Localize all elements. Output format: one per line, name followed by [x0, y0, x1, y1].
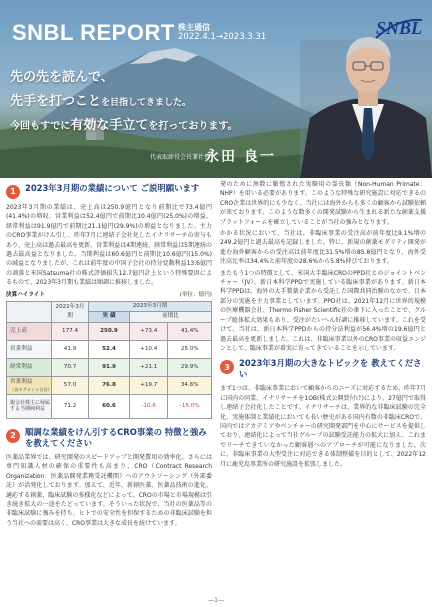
row-pct: 34.6% [168, 376, 212, 394]
table-title: 決算ハイライト [6, 291, 45, 298]
hero-headline-2 [10, 90, 191, 109]
row-label: 経常利益 [7, 358, 52, 376]
row-label-sub: （各セグメント合計） [10, 386, 52, 392]
financial-highlights-table [6, 301, 212, 419]
row-prev: 177.4 [52, 322, 89, 340]
question-number-icon: 3 [220, 360, 234, 374]
logo-text: SNBL [376, 18, 423, 38]
row-diff: +21.1 [129, 358, 167, 376]
ceo-role: 代表取締役会長兼社長 [150, 154, 211, 161]
row-pct: 25.0% [168, 340, 212, 358]
table-row [7, 322, 212, 340]
row-prev: 70.7 [52, 358, 89, 376]
hero-headline-3 [10, 114, 238, 133]
hero-headline-3-a: 今回もすでに [10, 121, 71, 132]
table-row [7, 394, 212, 418]
table-header-prev: 2022年3月期 [52, 302, 89, 323]
report-title: SNBL REPORT [12, 20, 175, 45]
row-prev: 57.0 [52, 376, 89, 394]
section-title-2: 順調な業績をけん引するCRO事業の 特徴と強みを教えてください [25, 426, 207, 448]
table-row [7, 358, 212, 376]
row-diff: +73.4 [129, 322, 167, 340]
hero-headline-3-c: を打っております。 [148, 121, 238, 132]
table-header-yoy: 前期比 [129, 312, 211, 322]
row-label-main: 営業利益 [10, 379, 33, 386]
body-paragraph: 2023年3月期の業績は、売上高は250.9億円となり前期比で73.4億円(41.4%)の増収、営業利益は52.4億円で前期比10.4億円(25.0%)の増益、経常利益は91.9億円で前期比21.1億円(29.9%)の増益となりました。主力のCRO事業がけん引し、昨年7月に連結子会社化したイナリサーチの寄与もあり、売上高は過去最高を更新、営業利益は4期連続、経常利益は5期連続の過去最高益となりました。当期利益は60.6億円と前期比10.6億円(15.0%)の減益となりましたが、これは前年度の中国子会社の持分変動利益13.6億円の剥落と米国Satsuma社の株式評価損失12.7億円計上という特殊要因によるもので、2023年3月期も業績は順調に推移しました。 [6, 204, 212, 287]
row-label: 親会社株主に帰属する当期純利益 [7, 394, 52, 418]
report-subtitle: 株主通信 [178, 23, 210, 32]
question-number-icon: 1 [6, 185, 20, 199]
hero-headline-1: 先の先を読んで、 [10, 70, 114, 85]
row-pct: -15.0% [168, 394, 212, 418]
hero-headline-2-rest: を目指してきました。 [101, 98, 192, 108]
row-current: 91.9 [88, 358, 129, 376]
row-current: 250.9 [88, 322, 129, 340]
row-current: 60.6 [88, 394, 129, 418]
body-paragraph: かかる状況において、当社は、非臨床事業の受注高が前年度比9.1%増の249.2億円と過去最高を記録しました。特に、新規の創薬モダリティ開発が進む海外顧客からの受注高は前年度比31.5%増の85.8億円となり、海外受注高比率は34.4%と前年度の28.6%から5.8%伸びております。 [220, 230, 426, 266]
row-current: 52.4 [88, 340, 129, 358]
body-paragraph: 発のために無数に繁殖された実験用の霊長類（Non-Human Primate：NHP）を用いる必要があります。このような特殊な研究施設に対応できるのCRO企業は世界的にも少なく、当社には海外からも多くの顧客から試験依頼が来ております。このような数多くの開発試験から生まれる新たな創薬支援プラットフォームを確立していることが当社の強みとなります。 [220, 181, 426, 226]
row-label: 営業利益 [7, 340, 52, 358]
row-prev: 41.9 [52, 340, 89, 358]
row-current: 76.8 [88, 376, 129, 394]
table-header-actual: 実 績 [88, 312, 129, 322]
row-pct: 29.9% [168, 358, 212, 376]
row-label: 売上高 [7, 322, 52, 340]
hero-headline-3-b: 有効な手立て [70, 118, 149, 133]
row-pct: 41.4% [168, 322, 212, 340]
section-heading-2 [6, 427, 212, 449]
section-title-3: 2023年3月期の大きなトピックを 教えてください [239, 358, 422, 380]
section-heading-3 [220, 358, 426, 380]
hero-banner [0, 0, 432, 178]
table-header-group: 2023年3月期 [88, 302, 211, 312]
right-column [220, 180, 426, 471]
row-diff: +19.7 [129, 376, 167, 394]
body-paragraph: またもう1つの特徴として、米国大手臨床CROのPPD社とのジョイントベンチャー（JV）、新日本科学PPDで実施している臨床事業があります。新日本科学PPDは、海外の大手製薬企業から受託した国際共同治験のなかで、日本部分の実施を主力事業としています。PPD社は、2021年12月に世界的規模の医療機器会社、Thermo Fisher Scientific社の傘下に入ったことで、グループ総体拡大効果もあり、受注がたいへん好調に推移しています。これを受けて、当社は、新日本科学PPDからの持分法利益が56.4%増の19.6億円と過去最高を更新しました。これは、非臨床事業以外のCRO事業の収益エンジンとして、臨床事業が着実に育ってきていることを示しています。 [220, 269, 426, 352]
left-column [6, 180, 212, 530]
body-paragraph: まず1つは、非臨床事業において顧客からのニーズに対応するため、昨年7月に国内の同業、イナリサーチを1OB(株式公開買付け)により、27億円で取得し連結子会社化したことです。イナリサーチは、業界的な非臨床試験の完全化、実施体制と業績化においても長い歴史がある国内有数の非臨床CROで、国内ではアカデミアやベンチャーの研究開発部門を中心にサービスを提供しており、連結化によって当社グループの試験受託能力の拡大に加え、これまでリーチできていなかった顧客層へのアプローチが可能になりました。次に、非臨床事業の大型受注に対応できる体制整備を目的として、2022年12月に鹿児島事業所の研究施設を拡張しました。 [220, 385, 426, 468]
table-caption [6, 291, 212, 300]
table-row [7, 340, 212, 358]
table-unit: (単位：億円) [179, 291, 212, 298]
table-header-blank [7, 302, 52, 323]
body-paragraph: 医薬品業界では、研究開発のスピードアップと開発費用の効率化、さらには専門知識人材の確保の重要性も高まり、CRO（Contract Research Organization：医薬品開発業務受託機関）へのアウトソーシング（外部委託）が活発化しております。加えて、近年、新創医薬、医薬品技術の進化、適応する創薬、臨床試験の多様化などによって、CROの市場と市場規模は引き続き拡大の一途をたどっています。そういった状況で、当社の医薬品等の非臨床試験に強みを持ち、ヒトでの安全性を担保するための非臨床試験を担う当社への需要は高く、CRO事業は大きな成長を続けています。 [6, 453, 212, 527]
row-diff: +10.4 [129, 340, 167, 358]
section-title-1: 2023年3月期の業績について ご説明願います [25, 183, 200, 193]
hero-headline-2-main: 先手を打つこと [10, 94, 102, 109]
ceo-name: 永田 良一 [205, 149, 276, 165]
section-heading-1 [6, 183, 212, 199]
question-number-icon: 2 [6, 429, 20, 443]
page-number: ―1― [208, 597, 224, 604]
company-logo [374, 14, 424, 46]
table-row [7, 376, 212, 394]
report-period: 2022.4.1→2023.3.31 [178, 32, 267, 42]
row-diff: -10.6 [129, 394, 167, 418]
row-prev: 71.2 [52, 394, 89, 418]
row-label [7, 376, 52, 394]
